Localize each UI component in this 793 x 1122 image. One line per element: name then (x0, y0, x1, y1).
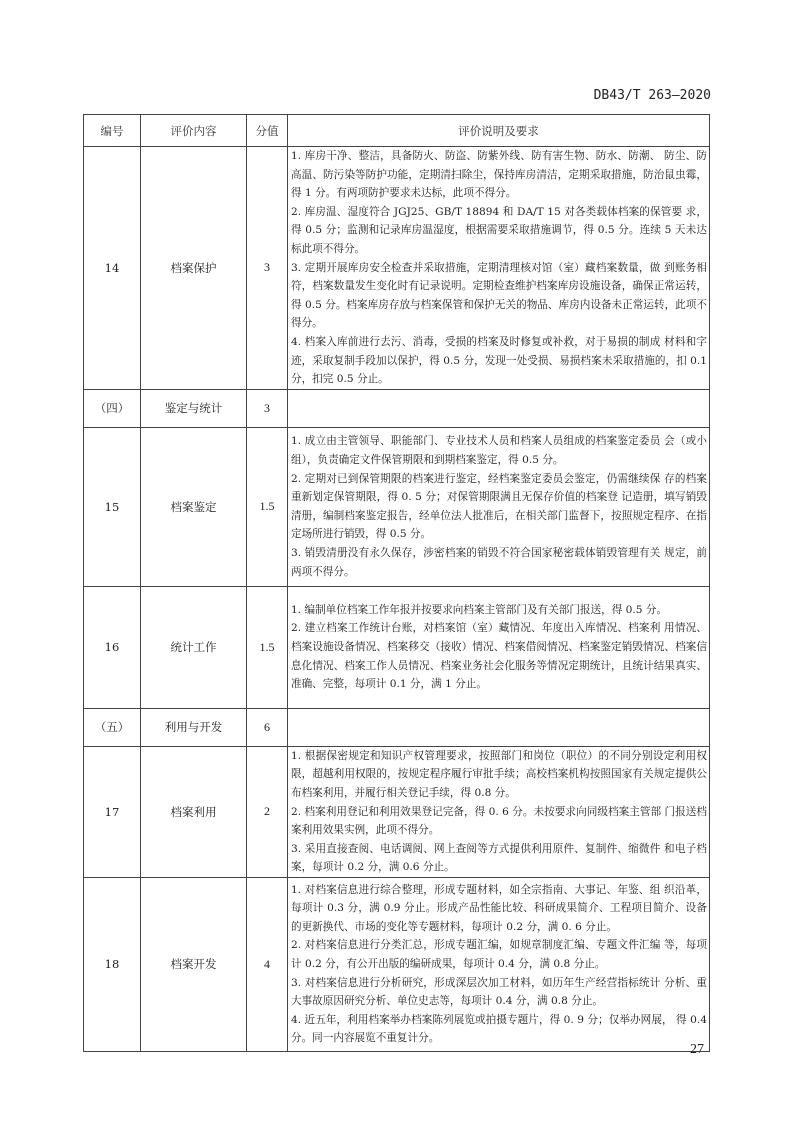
table-row (84, 427, 710, 586)
row-item: 档案开发 (141, 877, 247, 1051)
row-score: 2 (247, 746, 288, 877)
requirement-item: 1. 编制单位档案工作年报并按要求向档案主管部门及有关部门报送，得 0.5 分。 (291, 603, 668, 616)
section-row (84, 389, 710, 427)
section-description (288, 389, 710, 427)
row-number: 14 (84, 147, 141, 390)
requirement-item: 1. 根据保密规定和知识产权管理要求，按照部门和岗位（职位）的不同分别设定利用权限，超越利用权限的，按规定程序履行审批手续；高校档案机构按照国家有关规定提供公布档案利用，并履行相关登记手续，得 0.8 分。 (291, 749, 707, 799)
requirement-item: 3. 销毁清册没有永久保存，涉密档案的销毁不符合国家秘密载体销毁管理有关 规定，前两项不得分。 (291, 546, 707, 578)
section-title: 利用与开发 (141, 708, 247, 746)
requirement-item: 1. 库房干净、整洁，具备防火、防盗、防紫外线、防有害生物、防水、防潮、 防尘、防高温、防污染等防护功能，定期清扫除尘，保持库房清洁，定期采取措施，防治鼠虫霉，得 1 分。有两项防护要求未达标，此项不得分。 (291, 150, 707, 200)
section-number: （四） (84, 389, 141, 427)
section-description (288, 708, 710, 746)
section-title: 鉴定与统计 (141, 389, 247, 427)
row-number: 16 (84, 586, 141, 708)
evaluation-table (83, 114, 710, 1052)
section-row (84, 708, 710, 746)
table-row (84, 746, 710, 877)
row-item: 档案鉴定 (141, 427, 247, 586)
column-header-description: 评价说明及要求 (288, 115, 710, 147)
requirement-item: 3. 对档案信息进行分析研究，形成深层次加工材料，如历年生产经营指标统计 分析、重大事故原因研究分析、单位史志等，每项计 0.4 分，满 0.8 分止。 (291, 976, 707, 1008)
row-score: 4 (247, 877, 288, 1051)
requirement-item: 1. 对档案信息进行综合整理，形成专题材料，如全宗指南、大事记、年鉴、组 织沿革，每项计 0.3 分，满 0.9 分止。形成产品性能比较、科研成果简介、工程项目简介、设备的更新换代、市场的变化等专题材料，每项计 0.2 分，满 0. 6 分止。 (291, 883, 707, 933)
document-code: DB43/T 263—2020 (593, 88, 711, 103)
column-header-score: 分值 (247, 115, 288, 147)
table-row (84, 586, 710, 708)
row-description (288, 586, 710, 708)
row-description (288, 746, 710, 877)
row-description (288, 877, 710, 1051)
column-header-number: 编号 (84, 115, 141, 147)
requirement-item: 4. 档案入库前进行去污、消毒，受损的档案及时修复或补救，对于易损的制成 材料和字迹，采取复制手段加以保护，得 0.5 分，发现一处受损、易损档案未采取措施的，扣 0.1 分，扣完 0.5 分止。 (291, 335, 707, 386)
table-header-row (84, 115, 710, 147)
requirement-item: 2. 库房温、湿度符合 JGJ25、GB/T 18894 和 DA/T 15 对各类载体档案的保管要 求，得 0.5 分；监测和记录库房温湿度，根据需要采取措施调节，得 0.5 分。连续 5 天未达标此项不得分。 (291, 205, 707, 255)
row-description (288, 427, 710, 586)
page-number: 27 (690, 1042, 704, 1057)
row-score: 3 (247, 147, 288, 390)
requirement-item: 4. 近五年，利用档案举办档案陈列展览或拍摄专题片，得 0. 9 分；仅举办网展， 得 0.4 分。同一内容展览不重复计分。 (291, 1013, 707, 1045)
requirement-item: 3. 定期开展库房安全检查并采取措施，定期清理核对馆（室）藏档案数量，做 到账务相符，档案数量发生变化时有记录说明。定期检查维护档案库房设施设备，确保正常运转，得 0.5 分。档案库房存放与档案保管和保护无关的物品、库房内设备未正常运转，此项不得分。 (291, 261, 707, 330)
requirement-item: 1. 成立由主管领导、职能部门、专业技术人员和档案人员组成的档案鉴定委员 会（或小组），负责确定文件保管期限和到期档案鉴定，得 0.5 分。 (291, 435, 707, 466)
row-description (288, 147, 710, 390)
row-item: 档案保护 (141, 147, 247, 390)
row-number: 18 (84, 877, 141, 1051)
requirement-item: 2. 建立档案工作统计台账，对档案馆（室）藏情况、年度出入库情况、档案利 用情况、档案设施设备情况、档案移交（接收）情况、档案借阅情况、档案鉴定销毁情况、档案信息化情况、档案工作人员情况、档案业务社会化服务等情况定期统计，且统计结果真实、准确、完整，每项计 0.1 分，满 1 分止。 (291, 622, 707, 691)
row-number: 15 (84, 427, 141, 586)
section-score: 6 (247, 708, 288, 746)
row-item: 档案利用 (141, 746, 247, 877)
table-row (84, 147, 710, 390)
requirement-item: 2. 档案利用登记和利用效果登记完备，得 0. 6 分。未按要求向同级档案主管部 门报送档案利用效果实例，此项不得分。 (291, 805, 707, 837)
requirement-item: 2. 对档案信息进行分类汇总，形成专题汇编，如规章制度汇编、专题文件汇编 等，每项计 0.2 分，有公开出版的编研成果，每项计 0.4 分，满 0.8 分止。 (291, 939, 707, 971)
column-header-content: 评价内容 (141, 115, 247, 147)
requirement-item: 2. 定期对已到保管期限的档案进行鉴定，经档案鉴定委员会鉴定，仍需继续保 存的档案重新划定保管期限，得 0. 5 分；对保管期限满且无保存价值的档案登 记造册，填写销毁清册，编制档案鉴定报告，经单位法人批准后，在相关部门监督下，按照规定程序、在指定场所进行销毁，得 0.5 分。 (291, 472, 707, 541)
row-item: 统计工作 (141, 586, 247, 708)
row-score: 1.5 (247, 586, 288, 708)
section-number: （五） (84, 708, 141, 746)
section-score: 3 (247, 389, 288, 427)
requirement-item: 3. 采用直接查阅、电话调阅、网上查阅等方式提供利用原件、复制件、缩微件 和电子档案，每项计 0.2 分，满 0.6 分止。 (291, 842, 707, 874)
row-number: 17 (84, 746, 141, 877)
row-score: 1.5 (247, 427, 288, 586)
table-row (84, 877, 710, 1051)
